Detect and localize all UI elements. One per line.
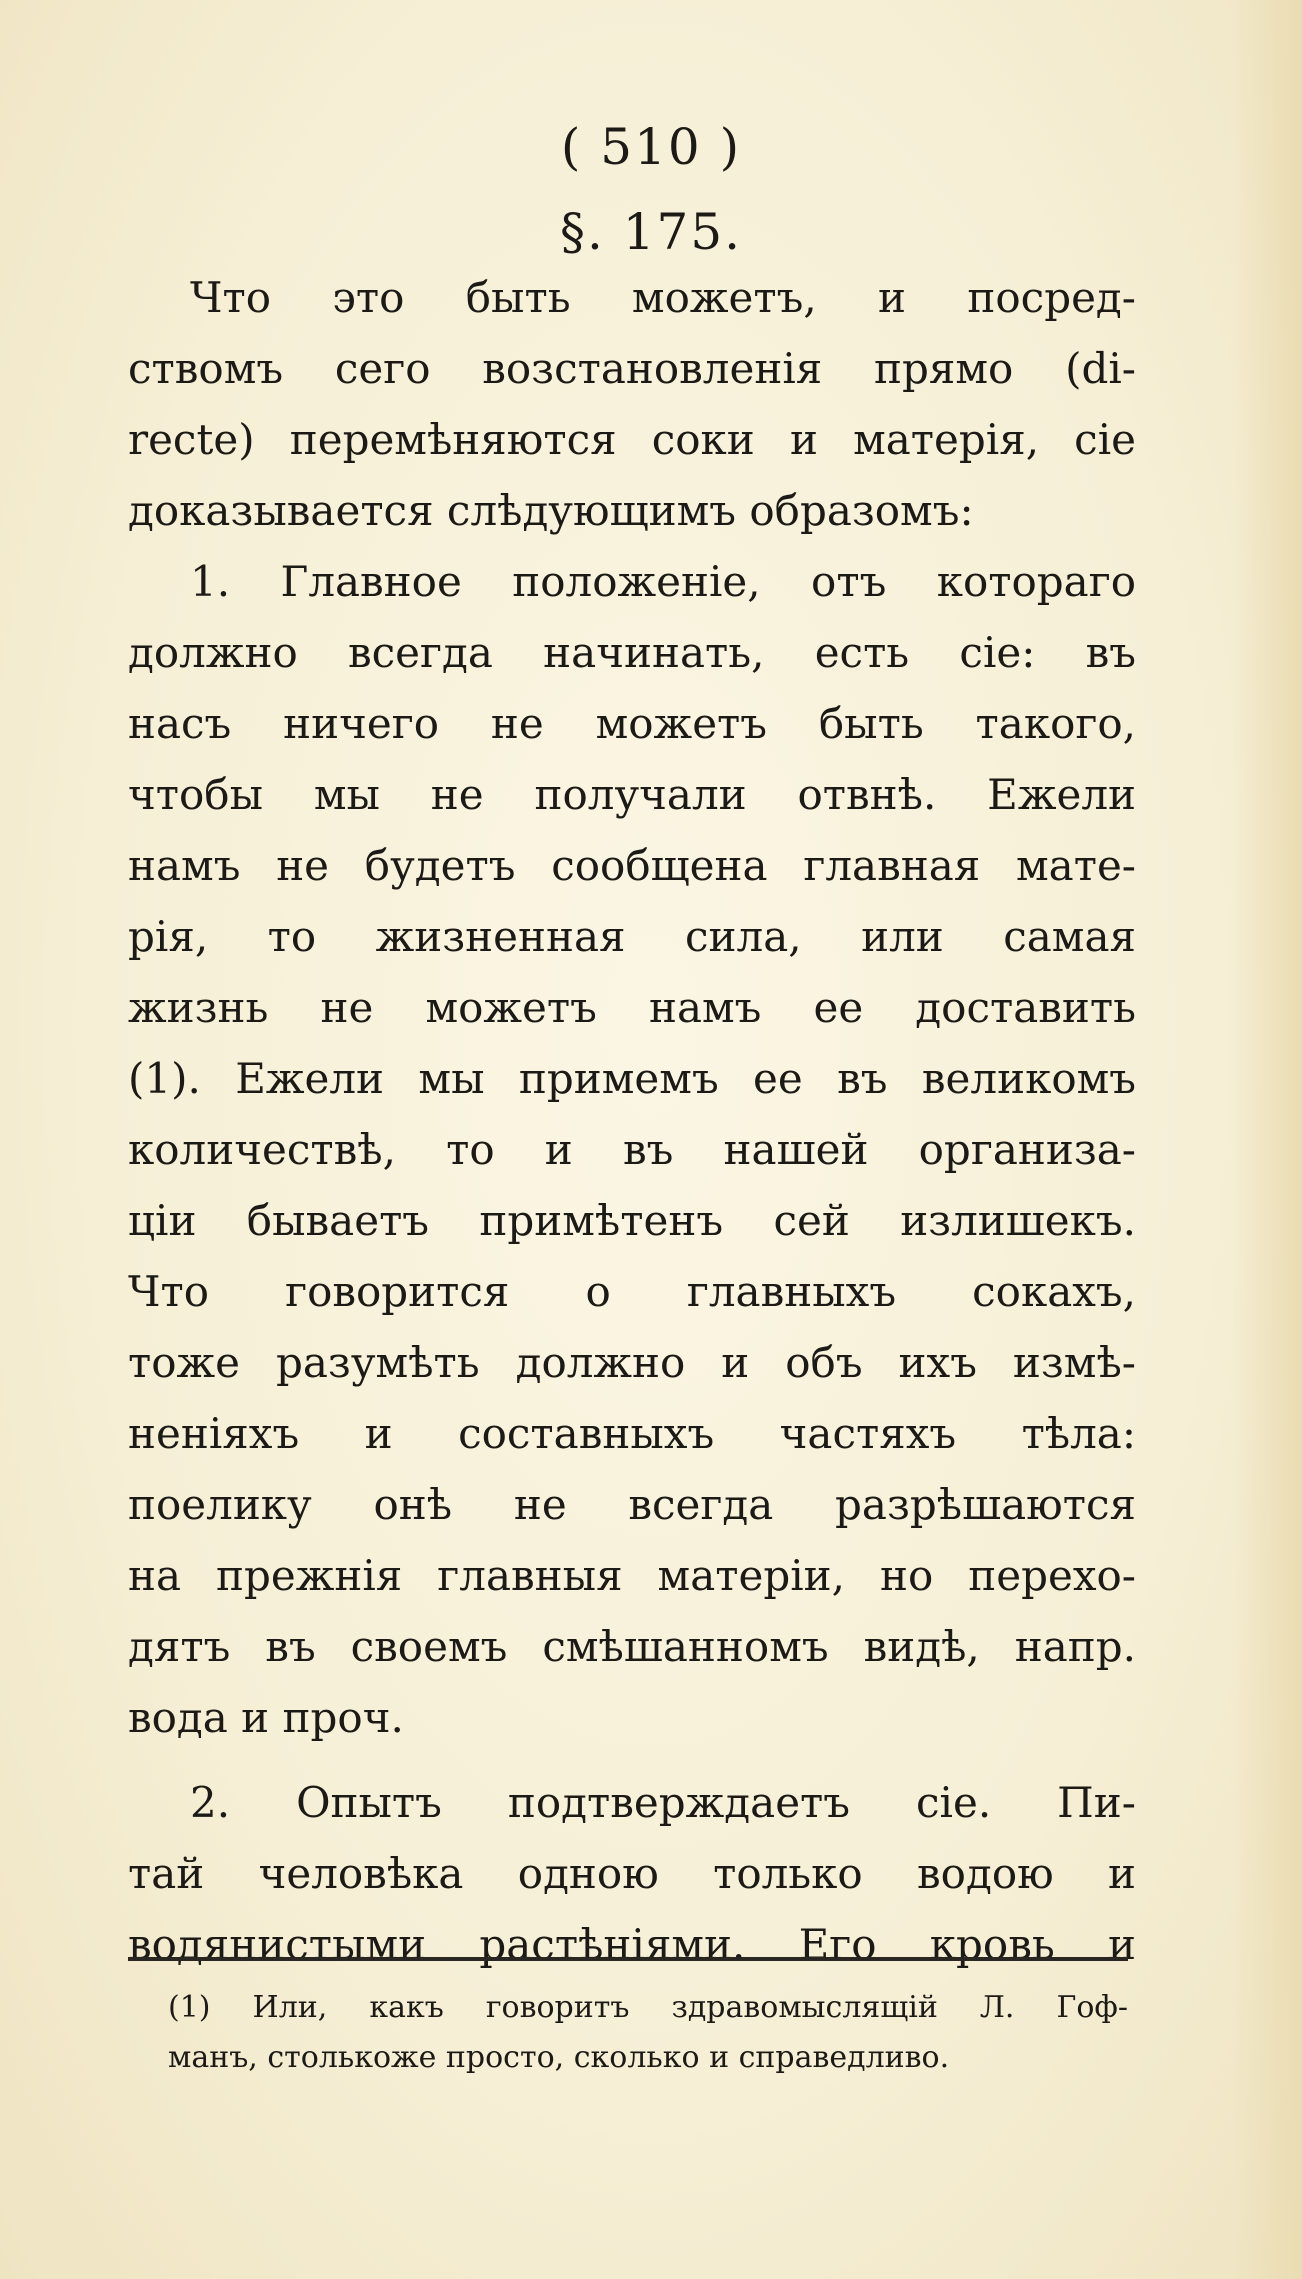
footnote-rule xyxy=(128,1957,1128,1961)
text-line: Что это быть можетъ, и посред- xyxy=(190,273,1136,322)
page-number: ( 510 ) xyxy=(560,118,742,176)
text-line: на прежнія главныя матеріи, но перехо- xyxy=(128,1551,1136,1600)
text-line: жизнь не можетъ намъ ее доставить xyxy=(128,983,1136,1032)
text-line: намъ не будетъ сообщена главная мате- xyxy=(128,841,1136,890)
body-text xyxy=(128,262,1136,1980)
text-line: Что говорится о главныхъ сокахъ, xyxy=(128,1267,1136,1316)
text-line: доказывается слѣдующимъ образомъ: xyxy=(128,486,974,535)
text-line: дятъ въ своемъ смѣшанномъ видѣ, напр. xyxy=(128,1622,1136,1671)
text-line: чтобы мы не получали отвнѣ. Ежели xyxy=(128,770,1136,819)
text-line: водянистыми растѣніями. Его кровь и xyxy=(128,1920,1136,1969)
footnote-line: манъ, столькоже просто, сколько и справедливо. xyxy=(168,2040,950,2075)
text-line: должно всегда начинать, есть сіе: въ xyxy=(128,628,1136,677)
text-line: поелику онѣ не всегда разрѣшаются xyxy=(128,1480,1136,1529)
text-line: тай человѣка одною только водою и xyxy=(128,1849,1136,1898)
footnote-line: (1) Или, какъ говоритъ здравомыслящій Л. Гоф- xyxy=(168,1990,1128,2025)
text-line: насъ ничего не можетъ быть такого, xyxy=(128,699,1136,748)
text-line: тоже разумѣть должно и объ ихъ измѣ- xyxy=(128,1338,1136,1387)
paragraph-gap xyxy=(128,1753,1136,1767)
text-line: recte) перемѣняются соки и матерія, сіе xyxy=(128,415,1136,464)
text-line: ціи бываетъ примѣтенъ сей излишекъ. xyxy=(128,1196,1136,1245)
text-line: (1). Ежели мы примемъ ее въ великомъ xyxy=(128,1054,1136,1103)
text-line: рія, то жизненная сила, или самая xyxy=(128,912,1136,961)
text-line: 2. Опытъ подтверждаетъ сіе. Пи- xyxy=(190,1778,1136,1827)
section-heading: §. 175. xyxy=(559,203,743,261)
footnote xyxy=(168,1983,1128,2083)
text-line: неніяхъ и составныхъ частяхъ тѣла: xyxy=(128,1409,1136,1458)
text-line: количествѣ, то и въ нашей организа- xyxy=(128,1125,1136,1174)
text-line: 1. Главное положеніе, отъ котораго xyxy=(190,557,1136,606)
page-edge-shadow xyxy=(1232,0,1302,2279)
text-line: вода и проч. xyxy=(128,1693,404,1742)
text-line: ствомъ сего возстановленія прямо (di- xyxy=(128,344,1136,393)
